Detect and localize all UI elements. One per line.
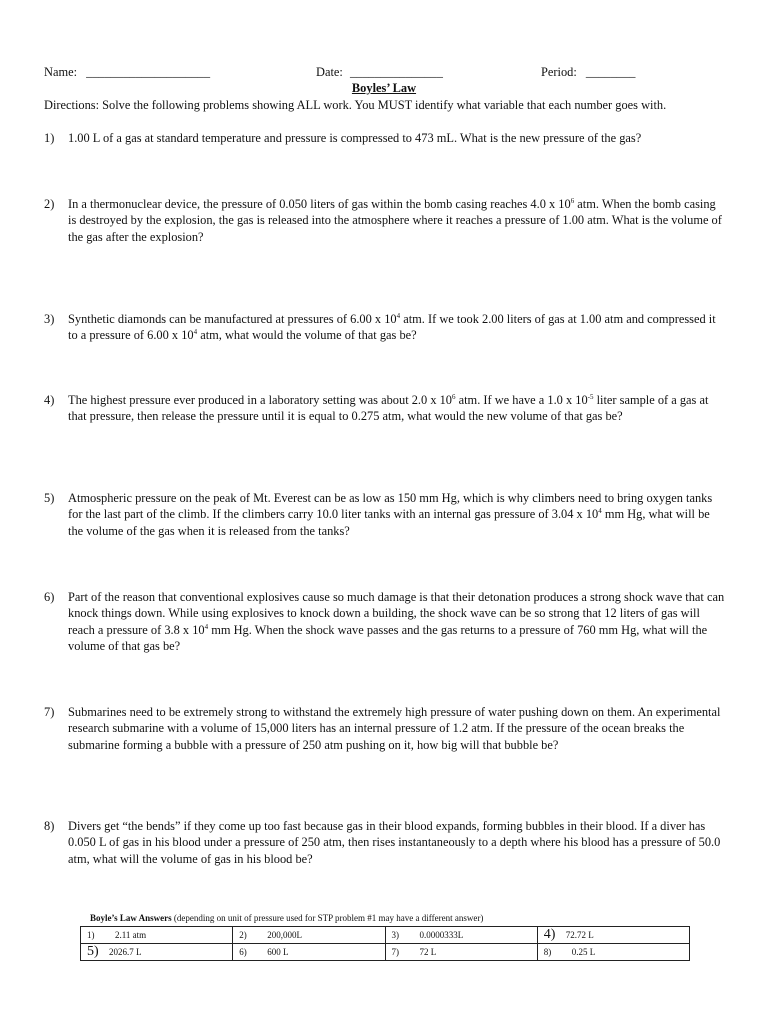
date-blank: _______________	[349, 65, 443, 79]
answer-cell: 8) 0.25 L	[537, 944, 689, 961]
date-field	[316, 64, 443, 80]
name-blank: ____________________	[86, 65, 211, 79]
problem-7	[44, 704, 726, 753]
answer-cell: 6) 600 L	[233, 944, 385, 961]
problem-3	[44, 311, 726, 344]
answers-title: Boyle’s Law Answers	[90, 913, 172, 923]
name-label: Name:	[44, 65, 78, 79]
problem-number: 6)	[44, 590, 55, 604]
problem-5	[44, 490, 726, 539]
problem-text: Submarines need to be extremely strong to withstand the extremely high pressure of water pushing down on them. An experimental research submarine with a volume of 15,000 liters has an internal pressure of 1.2 atm. If the pressure of the ocean breaks the submarine forming a bubble with a pressure of 250 atm pushing on it, how big will that bubble be?	[68, 705, 721, 752]
problem-number: 8)	[44, 819, 55, 833]
problem-8	[44, 818, 726, 867]
problem-6	[44, 589, 726, 655]
period-label: Period:	[541, 65, 577, 79]
date-label: Date:	[316, 65, 343, 79]
answer-cell: 1) 2.11 atm	[81, 927, 233, 944]
period-field	[541, 64, 635, 80]
answer-cell: 4) 72.72 L	[537, 927, 689, 944]
name-field	[44, 64, 210, 80]
problem-text: Divers get “the bends” if they come up too fast because gas in their blood expands, forming bubbles in their blood. If a diver has 0.050 L of gas in his blood under a pressure of 250 atm, then rises instantaneously to a depth where his blood has a pressure of 50.0 atm, what will the volume of gas in his blood be?	[68, 819, 721, 866]
problem-2	[44, 196, 726, 245]
problem-text: In a thermonuclear device, the pressure of 0.050 liters of gas within the bomb casing reaches 4.0 x $10^6$ atm. When the bomb casing is destroyed by the explosion, the gas is released into the atmosphere where it reaches a pressure of 1.00 atm. What is the volume of the gas after the explosion?	[68, 196, 722, 244]
answer-cell: 7) 72 L	[385, 944, 537, 961]
table-row	[81, 927, 690, 944]
table-row	[81, 944, 690, 961]
period-blank: ________	[585, 65, 636, 79]
problem-number: 1)	[44, 131, 55, 145]
problem-number: 5)	[44, 491, 55, 505]
problem-number: 4)	[44, 393, 55, 407]
answer-cell: 3) 0.0000333L	[385, 927, 537, 944]
problem-number: 2)	[44, 197, 55, 211]
problem-4	[44, 392, 726, 425]
answers-caption	[90, 912, 483, 924]
problem-text: Part of the reason that conventional explosives cause so much damage is that their detonation produces a strong shock wave that can knock things down. While using explosives to knock down a building, the shock wave can be so strong that 12 liters of gas will reach a pressure of 3.8 x $10^4$ mm Hg. When the shock wave passes and the gas returns to a pressure of 760 mm Hg, what will the volume of that gas be?	[68, 590, 725, 654]
answer-cell: 2) 200,000L	[233, 927, 385, 944]
answers-table	[80, 926, 690, 961]
problem-text: Atmospheric pressure on the peak of Mt. Everest can be as low as 150 mm Hg, which is why climbers need to bring oxygen tanks for the last part of the climb. If the climbers carry 10.0 liter tanks with an internal gas pressure of 3.04 x $10^4$ mm Hg, what will be the volume of the gas when it is released from the tanks?	[68, 491, 713, 538]
problem-number: 7)	[44, 705, 55, 719]
page-title: Boyles’ Law	[351, 81, 417, 95]
problem-text: The highest pressure ever produced in a laboratory setting was about 2.0 x $10^6$ atm. If we have a 1.0 x $10^{-5}$ liter sample of a gas at that pressure, then release the pressure until it is equal to 0.275 atm, what would the new volume of that gas be?	[68, 392, 709, 424]
problem-number: 3)	[44, 312, 55, 326]
problem-text: 1.00 L of a gas at standard temperature and pressure is compressed to 473 mL. What is the new pressure of the gas?	[68, 131, 642, 145]
answers-note: (depending on unit of pressure used for STP problem #1 may have a different answer)	[173, 913, 484, 923]
problem-1	[44, 130, 726, 146]
problem-text: Synthetic diamonds can be manufactured at pressures of 6.00 x $10^4$ atm. If we took 2.00 liters of gas at 1.00 atm and compressed it to a pressure of 6.00 x $10^4$ atm, what would the volume of that gas be?	[68, 311, 716, 343]
directions-text: Directions: Solve the following problems showing ALL work. You MUST identify what variable that each number goes with.	[44, 98, 667, 112]
answer-cell: 5) 2026.7 L	[81, 944, 233, 961]
